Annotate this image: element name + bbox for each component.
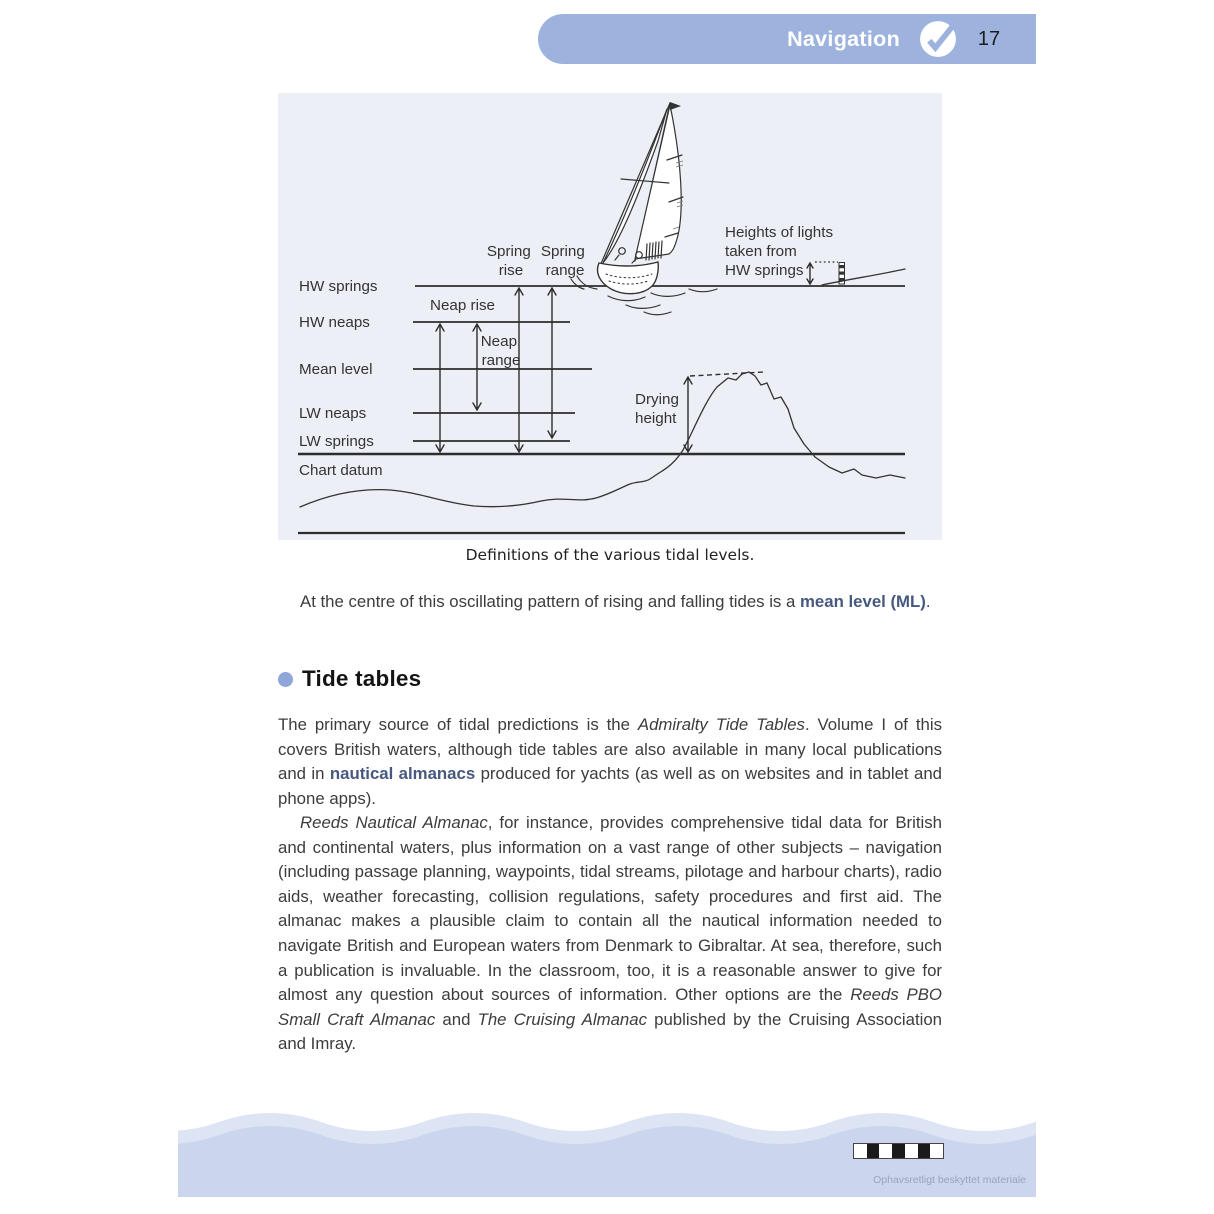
mast-flag [670, 102, 681, 110]
sailboat-sketch [571, 102, 717, 315]
section-heading [278, 666, 421, 692]
spring-range-arrow [548, 288, 556, 438]
shore-line [822, 269, 905, 285]
tide-tables-paragraph-1: The primary source of tidal predictions is the Admiralty Tide Tables. Volume I of this covers British waters, although tide tables are also available in many local publications and in nautical almanacs produced for yachts (as well as on websites and in tablet and phone apps). [278, 715, 942, 808]
section-title: Tide tables [302, 666, 422, 691]
label-chart-datum: Chart datum [299, 462, 383, 479]
label-lw-springs: LW springs [299, 433, 374, 450]
tidal-levels-diagram [278, 93, 942, 540]
check-icon [917, 18, 959, 60]
figure-caption: Definitions of the various tidal levels. [465, 546, 755, 564]
label-hw-springs: HW springs [299, 278, 378, 295]
label-lw-neaps: LW neaps [299, 405, 367, 422]
section-bullet-icon [278, 672, 293, 687]
label-heights-of-lights: Heights of lights taken from HW springs [725, 224, 834, 279]
seabed-profile [300, 372, 905, 507]
label-spring-range: Spring range [540, 243, 585, 279]
label-spring-rise: Spring rise [486, 243, 531, 279]
tidal-diagram-figure [278, 93, 942, 540]
tide-tables-paragraph-2: Reeds Nautical Almanac, for instance, provides comprehensive tidal data for British and continental waters, plus information on a vast range of other subjects – navigation (including passage planning, waypoints, tidal streams, pilotage and harbour charts), radio aids, weather forecasting, collision regulations, safety procedures and first aid. The almanac makes a plausible claim to contain all the nautical information needed to navigate British and European waters from Denmark to Gibraltar. At sea, therefore, such a publication is invaluable. In the classroom, too, it is a reasonable answer to give for almost any question about sources of information. Other options are the Reeds PBO Small Craft Almanac and The Cruising Almanac published by the Cruising Association and Imray. [278, 813, 943, 1054]
label-neap-rise: Neap rise [430, 297, 495, 314]
label-drying-height: Drying height [635, 391, 679, 427]
copyright-notice: Ophavsretligt beskyttet materiale [873, 1174, 1026, 1186]
page-number: 17 [977, 27, 1001, 50]
label-hw-neaps: HW neaps [299, 314, 370, 331]
label-mean-level: Mean level [299, 361, 373, 378]
label-neap-range: Neap range [480, 333, 521, 369]
spring-rise-arrow [515, 288, 523, 452]
lights-height-arrow [807, 262, 838, 284]
footer-wave-band [178, 1108, 1036, 1197]
neap-rise-arrow [436, 324, 444, 452]
intro-paragraph: At the centre of this oscillating pattern of rising and falling tides is a mean level (ML). [300, 592, 931, 611]
chapter-title: Navigation [787, 26, 900, 51]
chapter-header-bar [538, 14, 1036, 64]
print-marks-barcode [853, 1143, 944, 1159]
drying-height-arrow [684, 372, 764, 452]
